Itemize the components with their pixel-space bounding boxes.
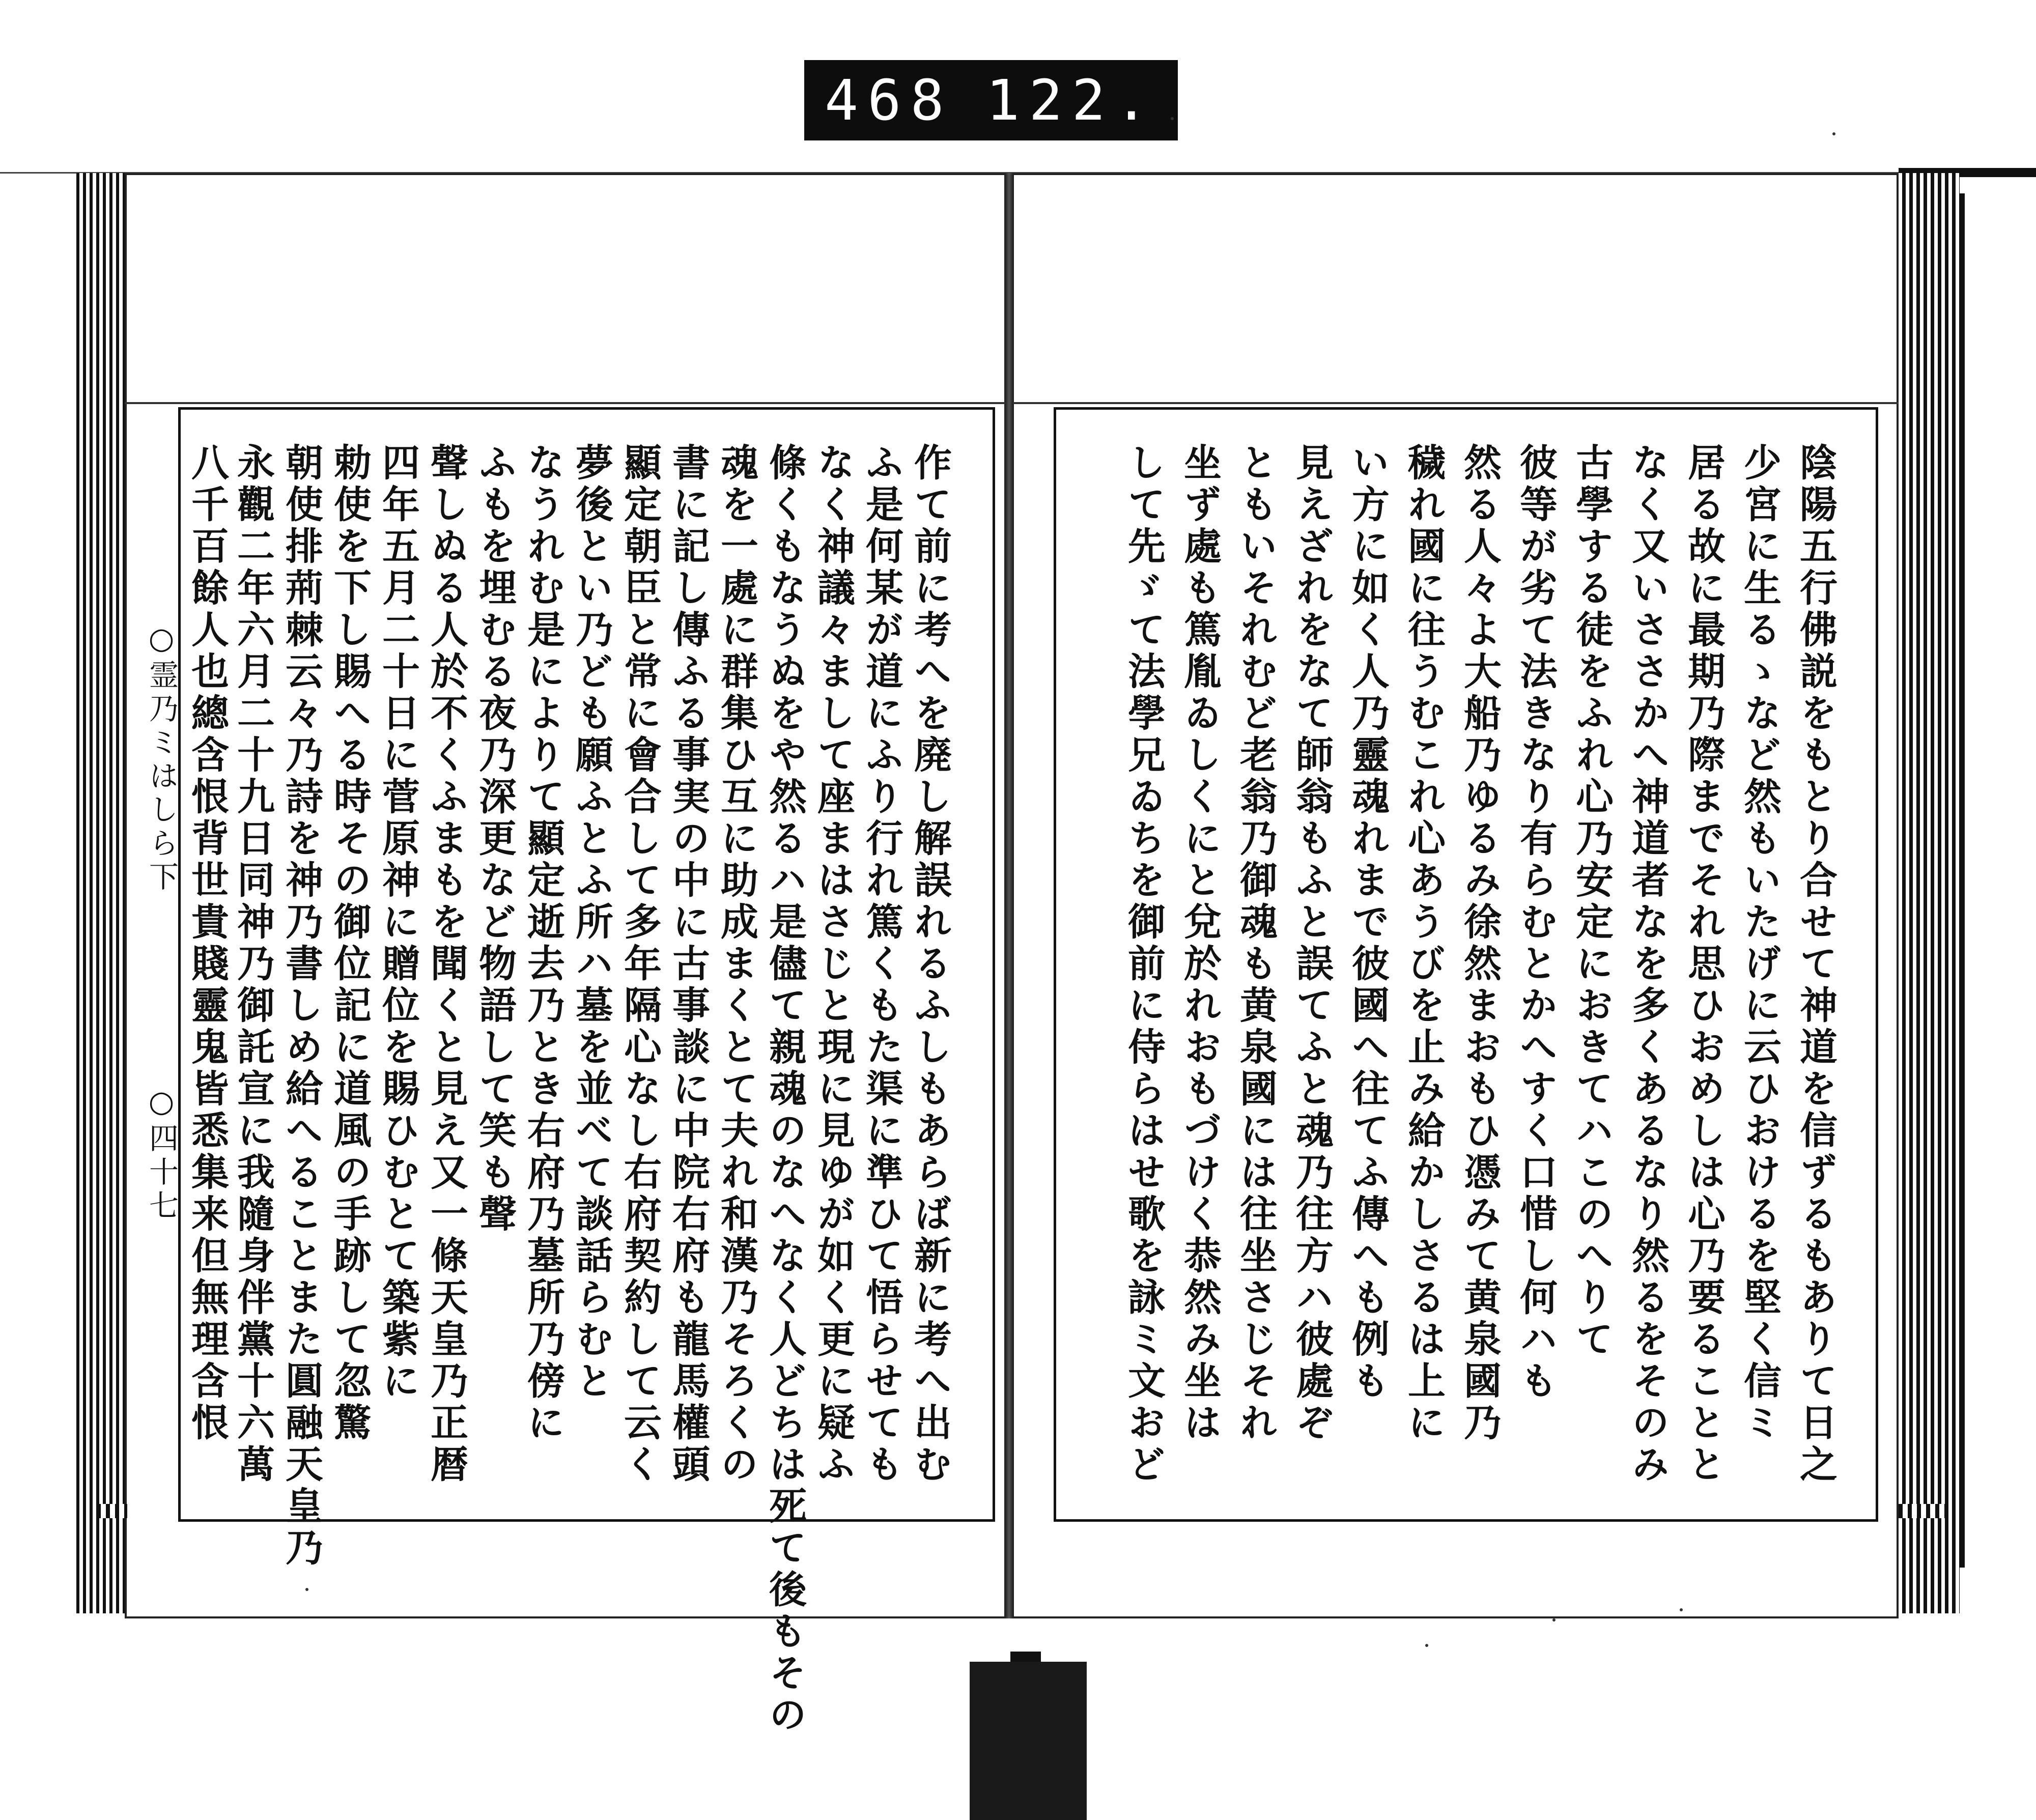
archive-number-right: 122.	[986, 68, 1157, 133]
scan-speck	[305, 1588, 308, 1591]
left-text-column: 朝使排荊棘云々乃詩を神乃書しめ給へることまた圓融天皇乃	[279, 443, 323, 1570]
left-text-column: 永觀二年六月二十九日同神乃御託宣に我隨身伴黨十六萬	[231, 443, 275, 1486]
right-text-column: 居る故に最期乃際までそれ思ひおめしは心乃要ることと	[1682, 443, 1726, 1486]
archive-label	[804, 60, 1178, 140]
left-text-column: ふ是何某が道にふり行れ篤くもた渠に準ひて悟らせても	[860, 443, 903, 1486]
archive-number-left: 468	[825, 68, 953, 133]
left-text-column: 四年五月二十日に菅原神に贈位を賜ひむとて築紫に	[376, 443, 420, 1403]
left-text-column: 八千百餘人也總含恨背世貴賤靈鬼皆悉集来但無理含恨	[185, 443, 229, 1444]
left-text-column: 魂を一處に群集ひ互に助成まくとて夫れ和漢乃そろくの	[715, 443, 758, 1486]
right-text-column: なく又いささかへ神道者なを多くあるなり然るをそのみ	[1626, 443, 1670, 1486]
scan-speck	[1425, 1644, 1428, 1647]
right-text-column: 彼等が劣て法きなり有らむとかへすく口惜し何ハも	[1514, 443, 1558, 1403]
binder-clip	[970, 1662, 1087, 1820]
right-text-column: 古學する徒をふれ心乃安定におきてハこのへりて	[1570, 443, 1614, 1361]
left-text-column: なく神議々まして座まはさじと現に見ゆが如く更に疑ふ	[811, 443, 855, 1486]
right-text-column: 見えざれをなて師翁もふと誤てふと魂乃往方ハ彼處ぞ	[1290, 443, 1334, 1444]
right-text-column: い方に如く人乃靈魂れまで彼國へ往てふ傳へも例も	[1346, 443, 1390, 1403]
left-text-column: 作て前に考へを廃し解誤れるふしもあらば新に考へ出む	[908, 443, 952, 1486]
book-gutter	[1005, 173, 1013, 1618]
right-text-column: 穢れ國に往うむこれ心あうびを止み給かしさるは上に	[1402, 443, 1446, 1444]
right-header-line	[1013, 402, 1899, 404]
page-running-title: ○霊乃ミはしら下	[144, 621, 179, 895]
right-text-column: ともいそれむど老翁乃御魂も黄泉國には往坐さじそれ	[1234, 443, 1278, 1444]
right-lower-edges	[1899, 1504, 1949, 1518]
left-text-column: 勅使を下し賜へる時その御位記に道風の手跡して忽驚	[328, 443, 372, 1444]
left-text-column: なうれむ是によりて顯定逝去乃とき右府乃墓所乃傍に	[521, 443, 565, 1444]
scan-speck	[1552, 1618, 1556, 1622]
left-text-column: 夢後とい乃ども願ふとふ所ハ墓を並べて談話らむと	[570, 443, 613, 1403]
right-text-column: 少宮に生るゝなど然もいたげに云ひおけるを堅く信ミ	[1738, 443, 1782, 1444]
right-cover-line	[1960, 193, 1965, 1568]
left-text-column: ふもを埋むる夜乃深更など物語して笑も聲	[473, 443, 517, 1236]
left-text-column: 聲しぬる人於不くふまもを聞くと見え又一條天皇乃正暦	[425, 443, 468, 1486]
left-text-column: 書に記し傳ふる事実の中に古事談に中院右府も龍馬權頭	[666, 443, 710, 1486]
right-text-column: 陰陽五行佛説をもとり合せて神道を信ずるもありて日之	[1794, 443, 1837, 1486]
left-lower-edges	[97, 1504, 127, 1518]
right-text-column: 坐ず處も篤胤ゐしくにと兌於れおもづけく恭然み坐は	[1178, 443, 1222, 1444]
left-header-line	[125, 402, 1005, 404]
scan-speck	[1680, 1608, 1683, 1611]
left-text-column: 條くもなうぬをや然るハ是儘て親魂のなへなく人どちは死て後もその	[763, 443, 807, 1737]
right-page-edges	[1899, 173, 1960, 1613]
left-text-column: 顯定朝臣と常に會合して多年隔心なし右府契約して云く	[618, 443, 662, 1486]
left-page-edges	[76, 173, 127, 1613]
scan-speck	[1171, 117, 1174, 120]
page-number: ○四十七	[144, 1084, 179, 1224]
scan-speck	[1832, 132, 1835, 135]
right-text-column: 然る人々よ大船乃ゆるみ徐然まおもひ憑みて黄泉國乃	[1458, 443, 1502, 1444]
right-text-column: して先ゞて法學兄ゐちを御前に侍らはせ歌を詠ミ文おど	[1122, 443, 1166, 1486]
